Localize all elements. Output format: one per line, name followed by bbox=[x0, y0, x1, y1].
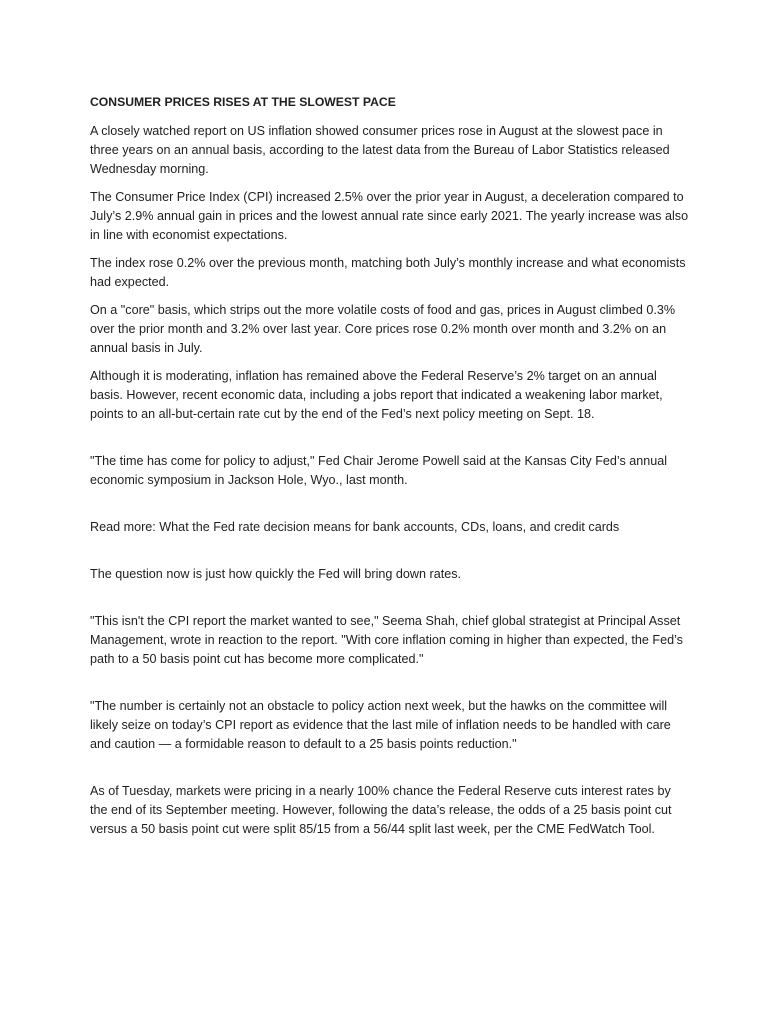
quote-paragraph-1: "This isn't the CPI report the market wanted to see," Seema Shah, chief global strategist at Principal Asset Management, wrote in reaction to the report. "With core inflation coming in higher than expected, the Fed’s path to a 50 basis point cut has become more complicated." bbox=[90, 614, 683, 666]
document-title: CONSUMER PRICES RISES AT THE SLOWEST PACE bbox=[90, 95, 396, 109]
paragraph-11: As of Tuesday, markets were pricing in a nearly 100% chance the Federal Reserve cuts interest rates by the end of its September meeting. However, following the data’s release, the odds of a 25 basis point cut versus a 50 basis point cut were split 85/15 from a 56/44 split last week, per the CME FedWatch Tool. bbox=[90, 784, 672, 836]
paragraph-2: The Consumer Price Index (CPI) increased 2.5% over the prior year in August, a deceleration compared to July’s 2.9% annual gain in prices and the lowest annual rate since early 2021. The yearly increase was also in line with economist expectations. bbox=[90, 190, 689, 242]
paragraph-4: On a "core" basis, which strips out the more volatile costs of food and gas, prices in August climbed 0.3% over the prior month and 3.2% over last year. Core prices rose 0.2% month over month and 3.2% on an annual basis in July. bbox=[90, 303, 676, 355]
paragraph-6: "The time has come for policy to adjust," Fed Chair Jerome Powell said at the Kansas City Fed’s annual economic symposium in Jackson Hole, Wyo., last month. bbox=[90, 454, 668, 487]
paragraph-1: A closely watched report on US inflation showed consumer prices rose in August at the slowest pace in three years on an annual basis, according to the latest data from the Bureau of Labor Statistics released Wednesday morning. bbox=[90, 124, 670, 176]
quote-paragraph-2: "The number is certainly not an obstacle to policy action next week, but the hawks on the committee will likely seize on today’s CPI report as evidence that the last mile of inflation needs to be handled with care and caution — a formidable reason to default to a 25 basis points reduction." bbox=[90, 699, 671, 751]
document-body bbox=[90, 94, 690, 848]
paragraph-8: The question now is just how quickly the Fed will bring down rates. bbox=[90, 567, 461, 581]
paragraph-5: Although it is moderating, inflation has remained above the Federal Reserve’s 2% target on an annual basis. However, recent economic data, including a jobs report that indicated a weakening labor market, points to an all-but-certain rate cut by the end of the Fed’s next policy meeting on Sept. 18. bbox=[90, 369, 663, 421]
paragraph-3: The index rose 0.2% over the previous month, matching both July’s monthly increase and what economists had expected. bbox=[90, 256, 686, 289]
read-more-line: Read more: What the Fed rate decision means for bank accounts, CDs, loans, and credit cards bbox=[90, 520, 620, 534]
